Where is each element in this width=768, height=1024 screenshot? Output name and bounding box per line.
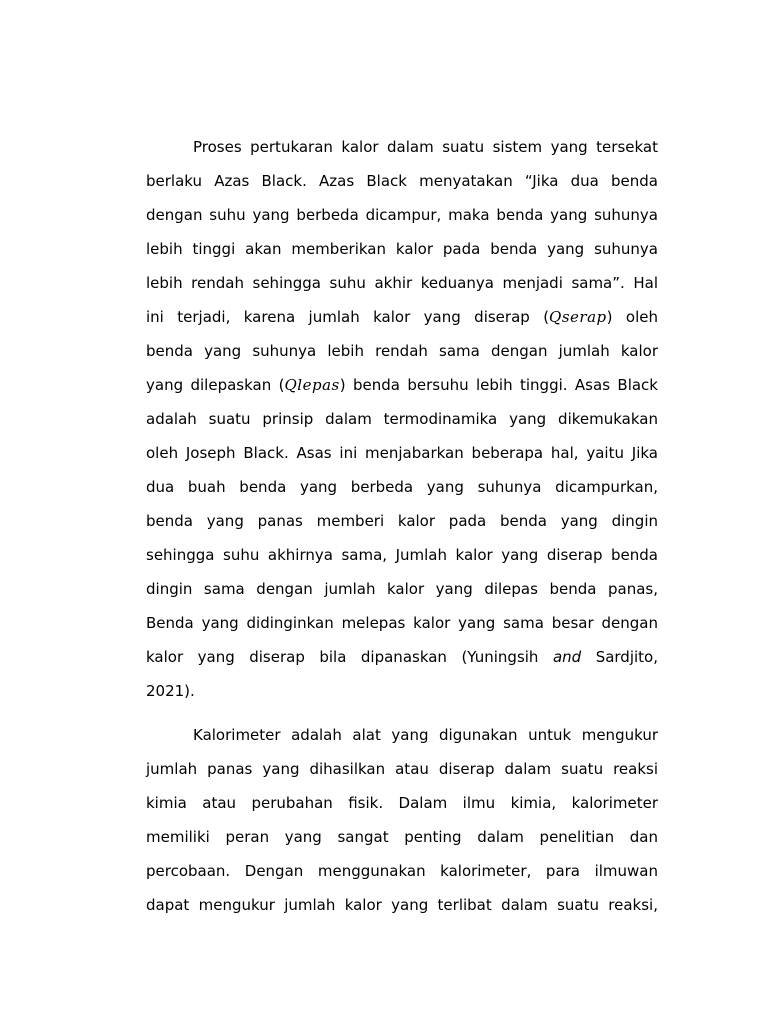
text-line: [146, 674, 658, 708]
text-run: benda yang panas memberi kalor pada benda yang dingin: [146, 512, 658, 530]
text-line: [146, 164, 658, 198]
text-line: [146, 232, 658, 266]
italic-and: and: [552, 648, 582, 666]
text-run: dengan suhu yang berbeda dicampur, maka benda yang suhunya: [146, 206, 658, 224]
text-run: Proses pertukaran kalor dalam suatu sistem yang tersekat: [193, 138, 658, 156]
text-run: dua buah benda yang berbeda yang suhunya dicampurkan,: [146, 478, 658, 496]
document-page: [146, 130, 658, 922]
text-line: [146, 538, 658, 572]
math-q-lepas: Qlepas: [284, 376, 340, 394]
text-line: [146, 266, 658, 300]
paragraph-spacer: [146, 708, 658, 718]
text-run: dingin sama dengan jumlah kalor yang dilepas benda panas,: [146, 580, 658, 598]
text-line: [146, 572, 658, 606]
text-run: benda yang suhunya lebih rendah sama dengan jumlah kalor: [146, 342, 658, 360]
text-line: [146, 718, 658, 752]
text-line: [146, 640, 658, 674]
text-line: [146, 786, 658, 820]
text-line: [146, 436, 658, 470]
text-line: [146, 402, 658, 436]
text-line: [146, 130, 658, 164]
text-run: Benda yang didinginkan melepas kalor yang sama besar dengan: [146, 614, 658, 632]
text-run: Sardjito,: [581, 648, 658, 666]
text-run: Kalorimeter adalah alat yang digunakan untuk mengukur: [193, 726, 658, 744]
text-run: dapat mengukur jumlah kalor yang terlibat dalam suatu reaksi,: [146, 896, 658, 914]
text-line: [146, 470, 658, 504]
text-line: [146, 888, 658, 922]
text-line: [146, 504, 658, 538]
text-run: sehingga suhu akhirnya sama, Jumlah kalor yang diserap benda: [146, 546, 658, 564]
text-run: ) oleh: [606, 308, 658, 326]
text-run: ) benda bersuhu lebih tinggi. Asas Black: [339, 376, 658, 394]
text-line: [146, 854, 658, 888]
text-line: [146, 300, 658, 334]
text-line: [146, 368, 658, 402]
text-run: percobaan. Dengan menggunakan kalorimeter, para ilmuwan: [146, 862, 658, 880]
text-run: yang dilepaskan (: [146, 376, 285, 394]
text-run: memiliki peran yang sangat penting dalam penelitian dan: [146, 828, 658, 846]
text-run: adalah suatu prinsip dalam termodinamika yang dikemukakan: [146, 410, 658, 428]
text-run: berlaku Azas Black. Azas Black menyatakan “Jika dua benda: [146, 172, 658, 190]
text-run: lebih rendah sehingga suhu akhir keduanya menjadi sama”. Hal: [146, 274, 658, 292]
math-q-serap: Qserap: [549, 308, 607, 326]
text-run: ini terjadi, karena jumlah kalor yang diserap (: [146, 308, 550, 326]
paragraph-kalorimeter: [146, 718, 658, 922]
paragraph-azas-black: [146, 130, 658, 708]
text-line: [146, 334, 658, 368]
text-run: kalor yang diserap bila dipanaskan (Yuningsih: [146, 648, 553, 666]
text-run: jumlah panas yang dihasilkan atau diserap dalam suatu reaksi: [146, 760, 658, 778]
text-line: [146, 820, 658, 854]
text-run: oleh Joseph Black. Asas ini menjabarkan beberapa hal, yaitu Jika: [146, 444, 658, 462]
text-line: [146, 606, 658, 640]
text-run: kimia atau perubahan fisik. Dalam ilmu kimia, kalorimeter: [146, 794, 658, 812]
text-run: lebih tinggi akan memberikan kalor pada benda yang suhunya: [146, 240, 658, 258]
text-run: 2021).: [146, 682, 195, 700]
text-line: [146, 752, 658, 786]
text-line: [146, 198, 658, 232]
